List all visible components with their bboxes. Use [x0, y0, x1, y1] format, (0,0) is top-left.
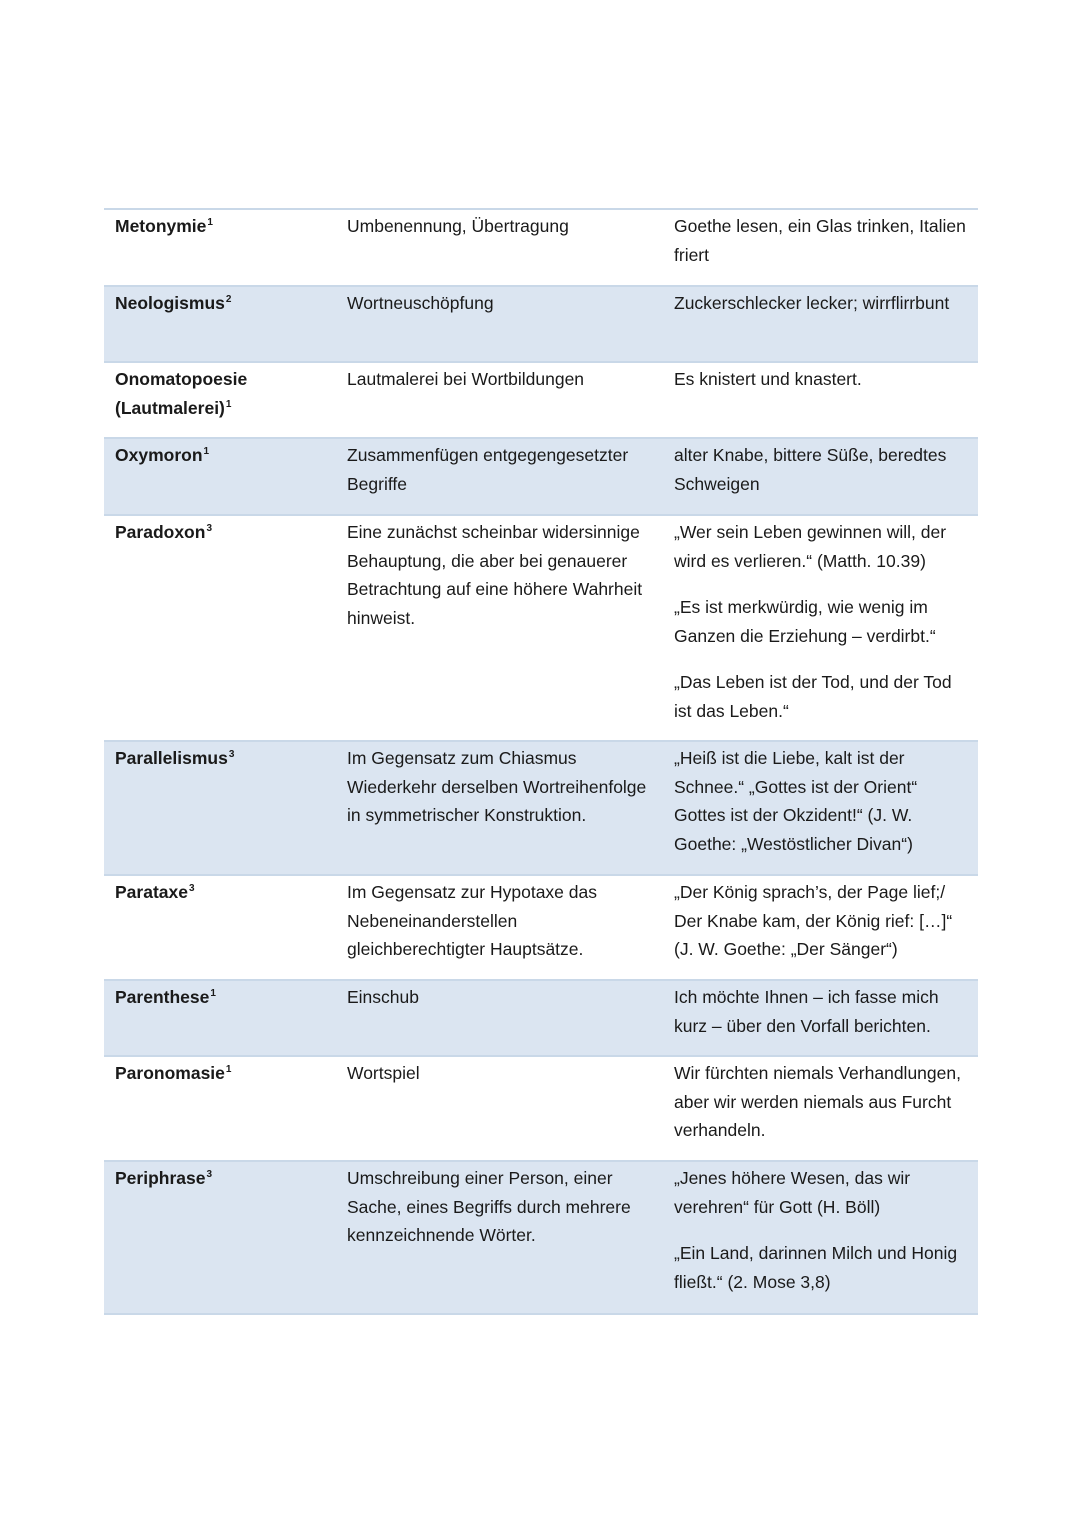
example-text: „Das Leben ist der Tod, und der Tod ist das Leben.“	[674, 672, 952, 721]
term: Paronomasie	[115, 1063, 225, 1083]
example-cell	[664, 363, 978, 437]
footnote-marker: 3	[206, 1169, 213, 1180]
example-text: „Heiß ist die Liebe, kalt ist der Schnee.“ „Gottes ist der Orient“ Gottes ist der Okzident!“ (J. W. Goethe: „Westöstlicher Divan“)	[674, 748, 918, 854]
example-text: Es knistert und knastert.	[674, 369, 862, 389]
table-row	[104, 1162, 978, 1315]
example-text: „Jenes höhere Wesen, das wir verehren“ für Gott (H. Böll)	[674, 1168, 911, 1217]
term-cell	[104, 516, 337, 740]
term-cell	[104, 287, 337, 361]
definition-cell: Einschub	[347, 987, 419, 1007]
table-row	[104, 210, 978, 287]
example-text: Ich möchte Ihnen – ich fasse mich kurz – über den Vorfall berichten.	[674, 987, 939, 1036]
stylistic-devices-table	[104, 208, 978, 1315]
example-cell	[664, 981, 978, 1055]
term: Periphrase	[115, 1168, 206, 1188]
term: Neologismus	[115, 293, 225, 313]
definition-cell: Umbenennung, Übertragung	[347, 216, 569, 236]
term: Parataxe	[115, 882, 188, 902]
term-cell	[104, 439, 337, 514]
table-row	[104, 516, 978, 742]
footnote-marker: 3	[228, 749, 235, 760]
term-cell	[104, 742, 337, 874]
definition-cell: Im Gegensatz zur Hypotaxe das Nebeneinanderstellen gleichberechtigter Hauptsätze.	[347, 882, 597, 959]
term-cell	[104, 876, 337, 979]
term: Metonymie	[115, 216, 207, 236]
term-cell	[104, 210, 337, 285]
footnote-marker: 1	[207, 217, 213, 228]
example-text: Zuckerschlecker lecker; wirrflirrbunt	[674, 293, 950, 313]
footnote-marker: 1	[210, 988, 216, 999]
example-text: „Wer sein Leben gewinnen will, der wird es verlieren.“ (Matth. 10.39)	[674, 522, 947, 571]
example-cell	[664, 210, 978, 285]
table-row	[104, 981, 978, 1057]
table-row	[104, 876, 978, 981]
footnote-marker: 1	[225, 1064, 232, 1075]
footnote-marker: 3	[206, 523, 213, 534]
term: Onomatopoesie (Lautmalerei)	[115, 369, 248, 418]
term: Paradoxon	[115, 522, 206, 542]
term: Oxymoron	[115, 445, 203, 465]
example-text: alter Knabe, bittere Süße, beredtes Schweigen	[674, 445, 947, 494]
definition-cell: Lautmalerei bei Wortbildungen	[347, 369, 585, 389]
example-cell	[664, 876, 978, 979]
footnote-marker: 1	[225, 398, 232, 410]
definition-cell: Im Gegensatz zum Chiasmus Wiederkehr derselben Wortreihenfolge in symmetrischer Konstruktion.	[347, 748, 647, 825]
example-text: „Es ist merkwürdig, wie wenig im Ganzen die Erziehung – verdirbt.“	[674, 597, 936, 646]
example-text: „Der König sprach’s, der Page lief;/ Der Knabe kam, der König rief: […]“ (J. W. Goethe: „Der Sänger“)	[674, 882, 953, 959]
table-row	[104, 742, 978, 876]
example-text: Wir fürchten niemals Verhandlungen, aber wir werden niemals aus Furcht verhandeln.	[674, 1063, 961, 1140]
table-row	[104, 363, 978, 439]
example-cell	[664, 1057, 978, 1160]
definition-cell: Eine zunächst scheinbar widersinnige Behauptung, die aber bei genauerer Betrachtung auf eine höhere Wahrheit hinweist.	[347, 522, 643, 628]
term: Parallelismus	[115, 748, 228, 768]
example-cell	[664, 287, 978, 361]
definition-cell: Umschreibung einer Person, einer Sache, eines Begriffs durch mehrere kennzeichnende Wörter.	[347, 1168, 631, 1245]
example-cell	[664, 439, 978, 514]
definition-cell: Wortneuschöpfung	[347, 293, 494, 313]
definition-cell: Wortspiel	[347, 1063, 420, 1083]
term-cell	[104, 1162, 337, 1313]
table-row	[104, 287, 978, 363]
example-cell	[664, 1162, 978, 1313]
example-cell	[664, 516, 978, 740]
example-text: „Ein Land, darinnen Milch und Honig fließt.“ (2. Mose 3,8)	[674, 1243, 958, 1292]
term-cell	[104, 981, 337, 1055]
table-row	[104, 439, 978, 516]
footnote-marker: 1	[203, 446, 210, 457]
example-cell	[664, 742, 978, 874]
table-row	[104, 1057, 978, 1162]
term-cell	[104, 1057, 337, 1160]
definition-cell: Zusammenfügen entgegengesetzter Begriffe	[347, 445, 629, 494]
term-cell	[104, 363, 337, 437]
footnote-marker: 2	[225, 294, 232, 305]
footnote-marker: 3	[188, 883, 195, 894]
example-text: Goethe lesen, ein Glas trinken, Italien friert	[674, 216, 966, 265]
term: Parenthese	[115, 987, 210, 1007]
